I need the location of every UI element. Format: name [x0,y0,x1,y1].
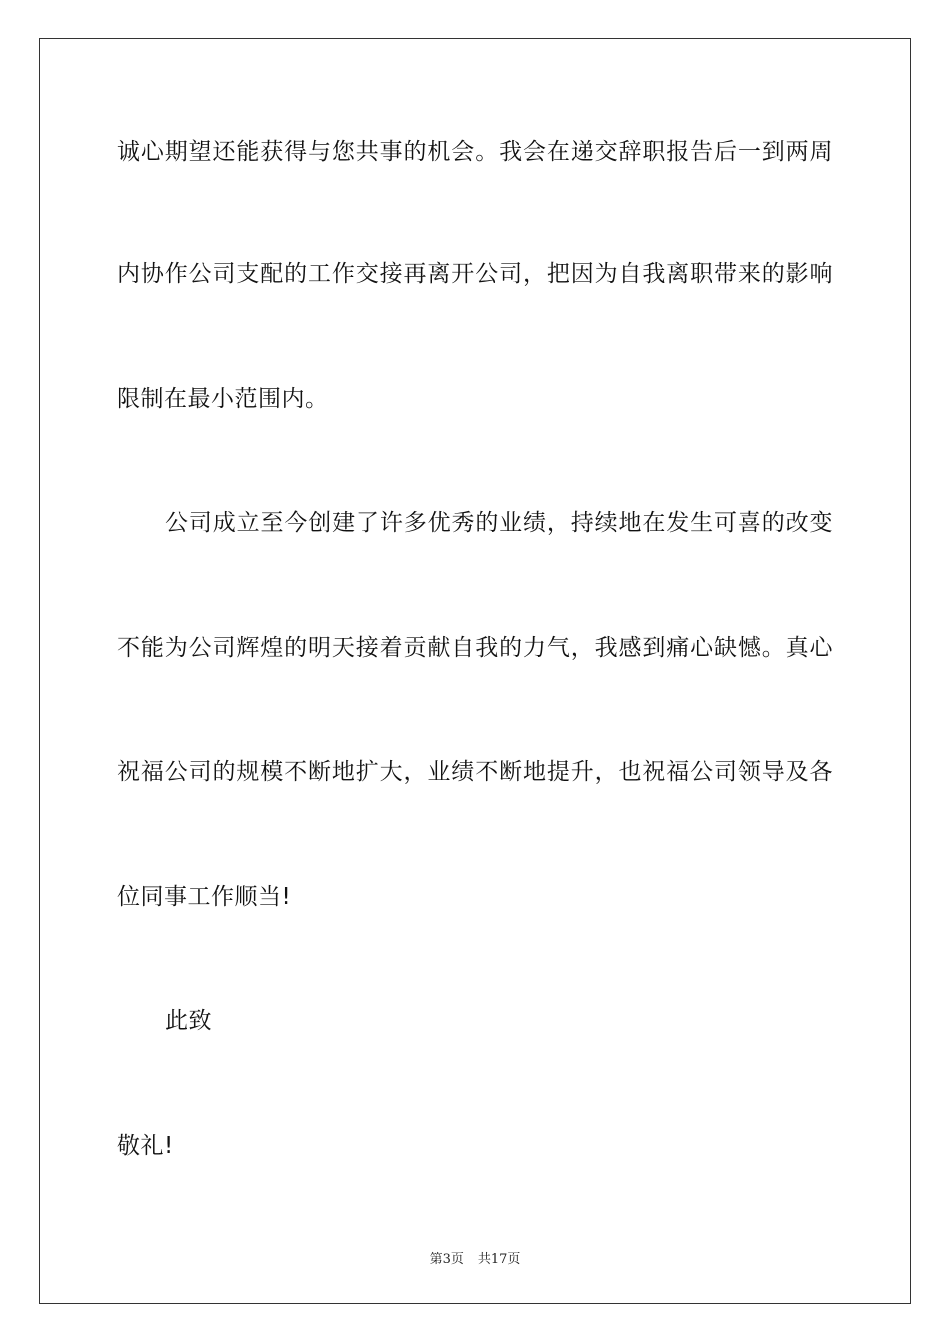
current-page-number: 第3页 [429,1252,464,1267]
body-line-7: 位同事工作顺当! [117,884,292,910]
body-line-1: 诚心期望还能获得与您共事的机会。我会在递交辞职报告后一到两周 [117,139,833,165]
page-border [39,38,911,1304]
page-footer [0,1248,950,1267]
total-pages: 共17页 [477,1252,521,1267]
closing-regards: 敬礼! [117,1133,174,1159]
body-line-6: 祝福公司的规模不断地扩大，业绩不断地提升，也祝福公司领导及各 [117,759,833,785]
body-line-5: 不能为公司辉煌的明天接着贡献自我的力气，我感到痛心缺憾。真心 [117,635,833,661]
body-line-4: 公司成立至今创建了许多优秀的业绩，持续地在发生可喜的改变 [165,510,833,536]
body-line-3: 限制在最小范围内。 [117,386,329,412]
body-line-2: 内协作公司支配的工作交接再离开公司，把因为自我离职带来的影响 [117,261,833,287]
closing-salutation: 此致 [165,1008,212,1034]
